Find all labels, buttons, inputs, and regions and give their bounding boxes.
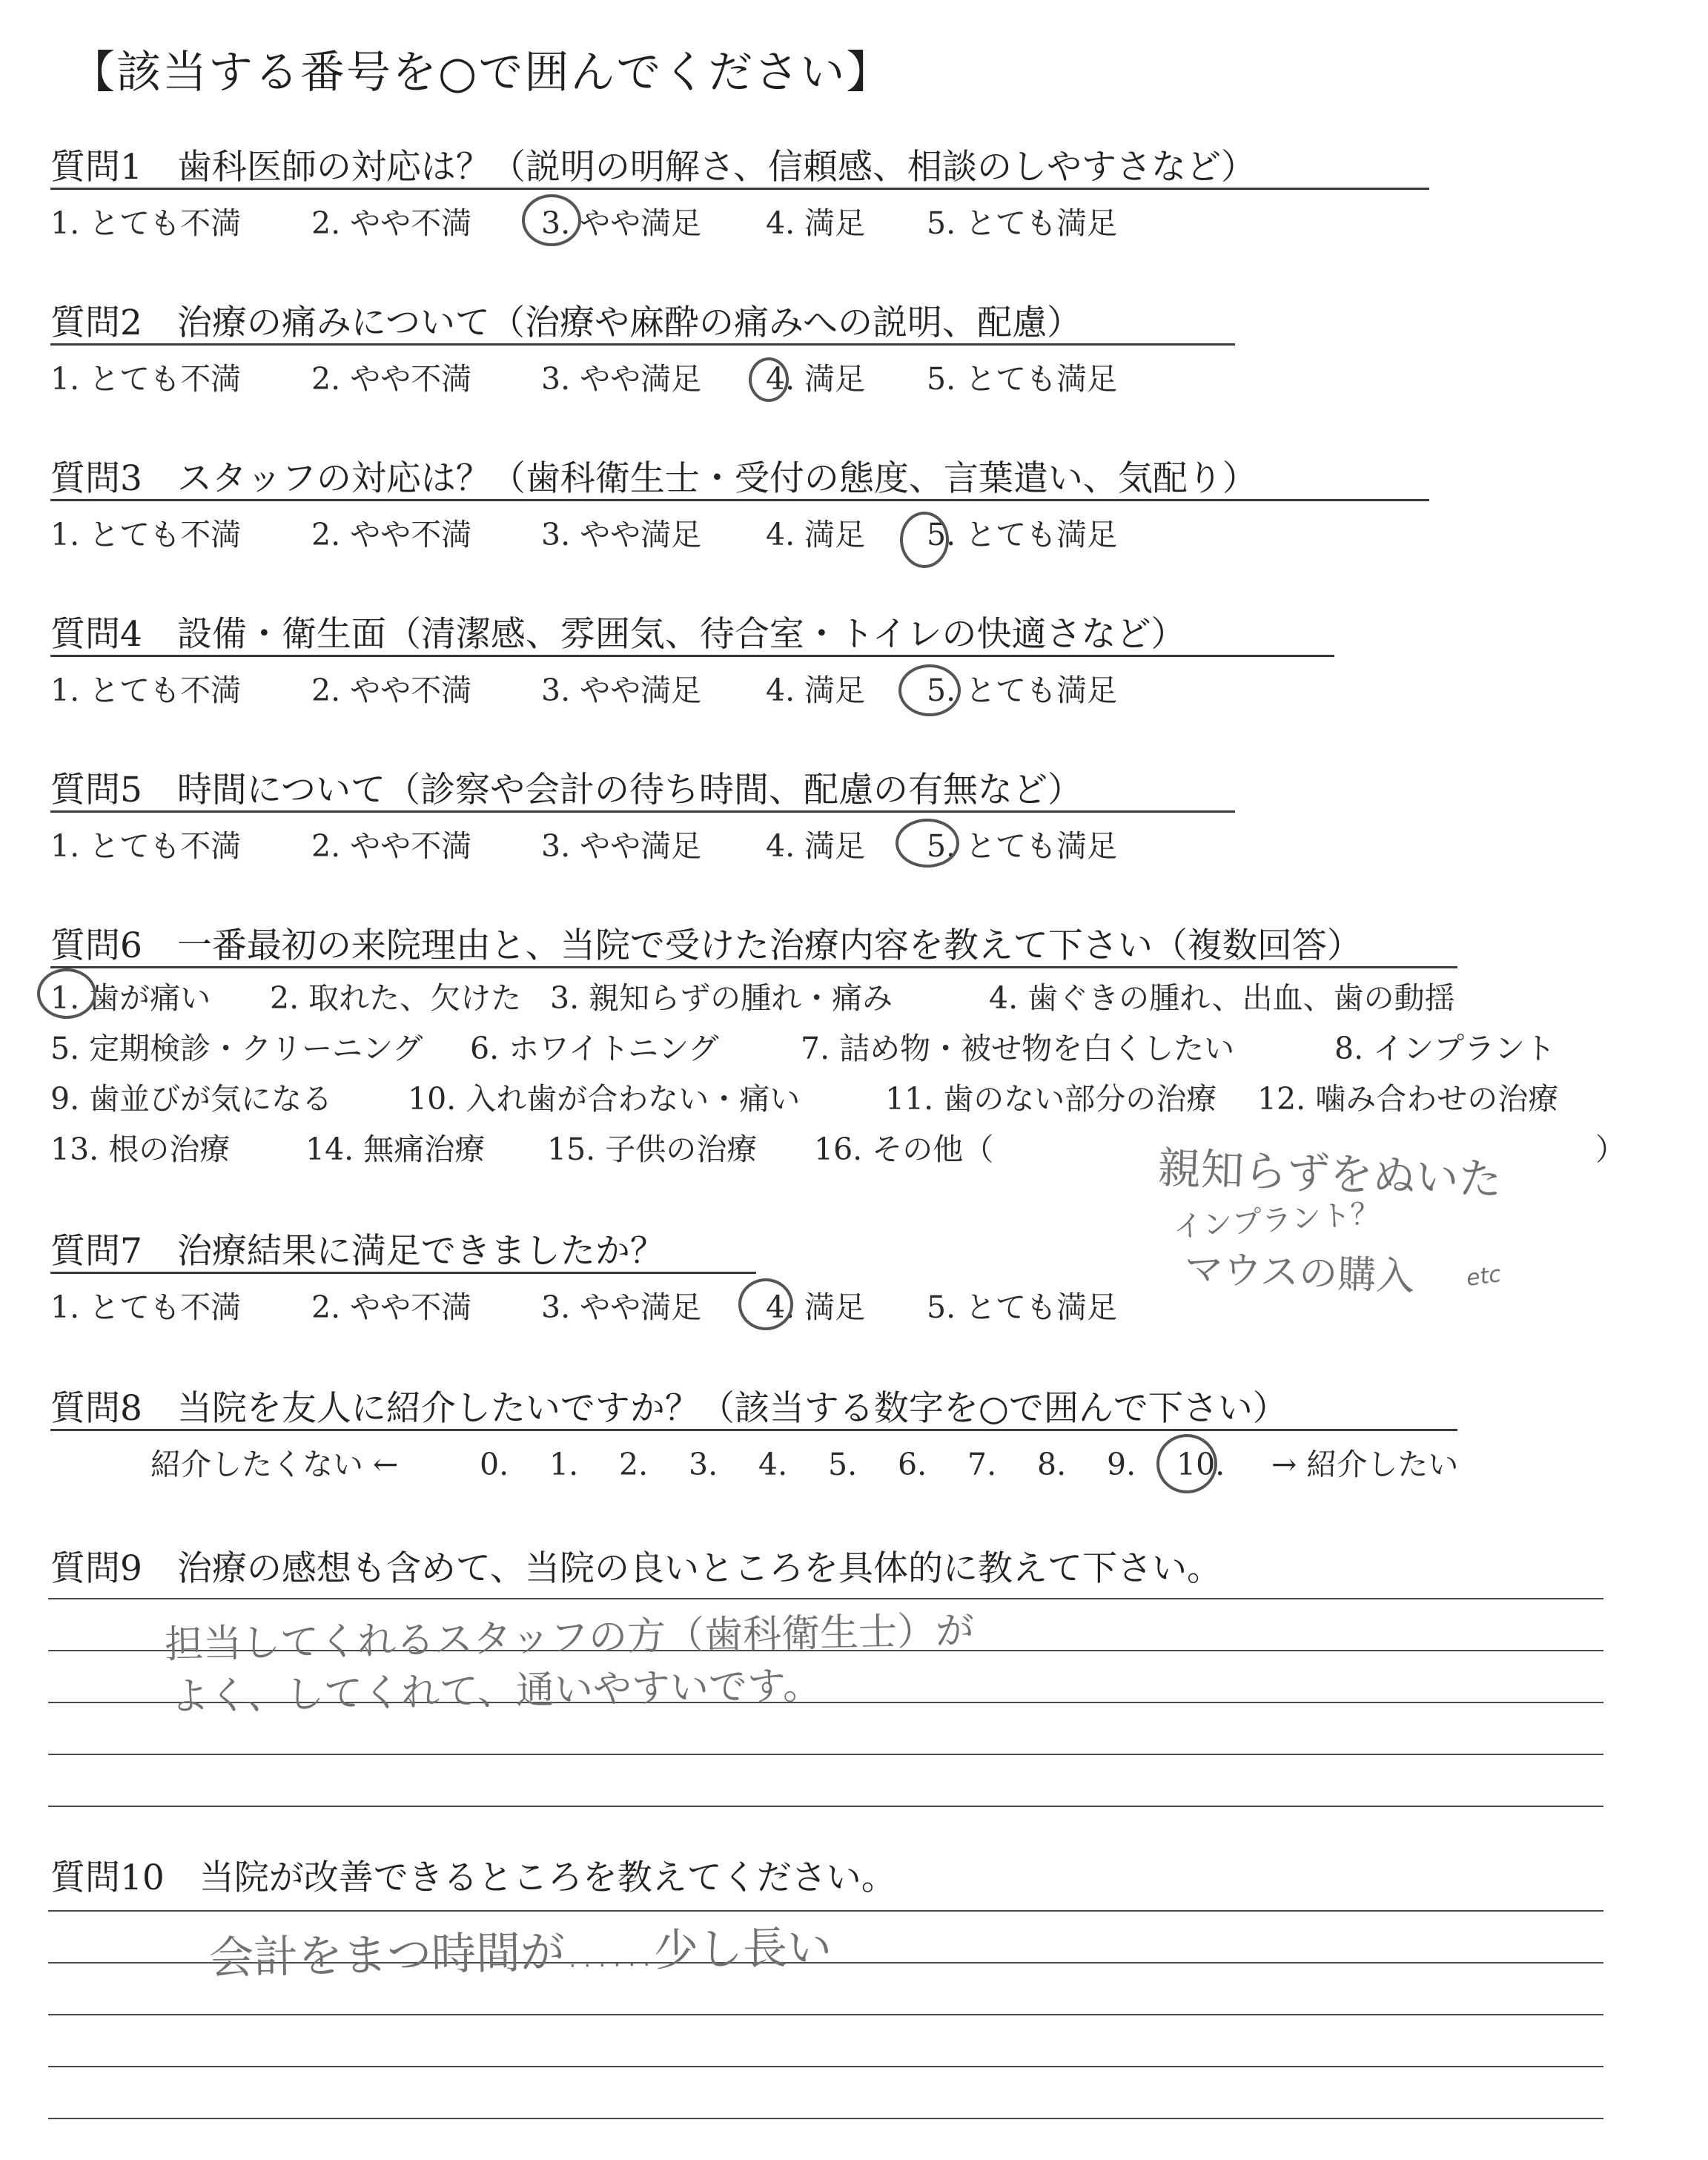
reason-option[interactable]: 1. 歯が痛い (50, 980, 211, 1016)
question-3-underline (50, 499, 1429, 501)
score-option[interactable]: 4. (758, 1447, 788, 1482)
reason-option[interactable]: 8. インプラント (1334, 1031, 1556, 1066)
question-8-underline (50, 1429, 1457, 1431)
question-6-title: 質問6 一番最初の来院理由と、当院で受けた治療内容を教えて下さい（複数回答） (50, 925, 1362, 966)
question-1-title: 質問1 歯科医師の対応は？（説明の明解さ、信頼感、相談のしやすさなど） (50, 147, 1257, 188)
handwritten-other-line-3: マウスの購入 (1183, 1246, 1416, 1300)
writing-line (48, 1754, 1603, 1755)
selection-circle (1156, 1434, 1217, 1493)
handwritten-answer-9-line-2: よく、してくれて、通いやすいです。 (170, 1663, 822, 1720)
question-7-options (50, 1283, 1117, 1327)
question-2-options (50, 354, 1117, 398)
selection-circle (37, 968, 96, 1019)
selection-circle (522, 194, 581, 246)
score-option[interactable]: 7. (967, 1447, 997, 1482)
option-1[interactable]: 1. とても不満 (50, 828, 242, 864)
option-5[interactable]: 5. とても満足 (927, 828, 1118, 864)
question-6-row-3 (50, 1074, 1558, 1118)
reason-option[interactable]: 9. 歯並びが気になる (50, 1081, 333, 1117)
question-5-underline (50, 810, 1235, 813)
handwritten-other-line-1: 親知らずをぬいた (1156, 1142, 1503, 1206)
reason-option[interactable]: 7. 詰め物・被せ物を白くしたい (801, 1031, 1235, 1066)
reason-option[interactable]: 15. 子供の治療 (547, 1132, 758, 1167)
question-6-row-2 (50, 1024, 1555, 1068)
question-6-row-4 (50, 1125, 993, 1169)
writing-line (48, 1806, 1603, 1807)
handwritten-answer-10: 会計をまつ時間が……少し長い (208, 1921, 833, 1985)
option-2[interactable]: 2. やや不満 (311, 673, 472, 708)
other-close-paren: ） (1595, 1132, 1626, 1167)
scale-right-label: → 紹介したい (1271, 1447, 1459, 1482)
reason-option[interactable]: 14. 無痛治療 (305, 1132, 486, 1167)
reason-option[interactable]: 12. 噛み合わせの治療 (1257, 1081, 1559, 1117)
score-option[interactable]: 8. (1037, 1447, 1067, 1482)
scale-left-label: 紹介したくない ← (150, 1447, 399, 1482)
option-3[interactable]: 3. やや満足 (541, 828, 702, 864)
selection-circle (738, 1278, 793, 1330)
writing-line (48, 2118, 1603, 2119)
question-4-title: 質問4 設備・衛生面（清潔感、雰囲気、待合室・トイレの快適さなど） (50, 614, 1186, 655)
reason-option[interactable]: 3. 親知らずの腫れ・痛み (550, 980, 893, 1016)
selection-circle (749, 357, 789, 402)
question-7-underline (50, 1272, 756, 1274)
handwritten-other-line-4: etc (1464, 1261, 1503, 1292)
reason-option[interactable]: 13. 根の治療 (50, 1132, 231, 1167)
reason-option[interactable]: 5. 定期検診・クリーニング (50, 1031, 423, 1066)
option-2[interactable]: 2. やや不満 (311, 205, 472, 241)
page-heading: 【該当する番号を○で囲んでください】 (70, 47, 893, 99)
option-3[interactable]: 3. やや満足 (541, 1289, 702, 1325)
reason-option[interactable]: 2. 取れた、欠けた (270, 980, 522, 1016)
score-option[interactable]: 5. (828, 1447, 858, 1482)
question-4-underline (50, 655, 1334, 657)
option-2[interactable]: 2. やや不満 (311, 1289, 472, 1325)
option-1[interactable]: 1. とても不満 (50, 205, 242, 241)
writing-line (48, 2014, 1603, 2015)
option-1[interactable]: 1. とても不満 (50, 1289, 242, 1325)
option-1[interactable]: 1. とても不満 (50, 517, 242, 552)
option-4[interactable]: 4. 満足 (766, 517, 866, 552)
option-4[interactable]: 4. 満足 (766, 205, 866, 241)
option-5[interactable]: 5. とても満足 (927, 361, 1118, 397)
question-6-underline (50, 966, 1457, 968)
option-3[interactable]: 3. やや満足 (541, 361, 702, 397)
question-1-underline (50, 188, 1429, 190)
question-8-title: 質問8 当院を友人に紹介したいですか？（該当する数字を○で囲んで下さい） (50, 1388, 1288, 1429)
writing-line (48, 1598, 1603, 1599)
score-option[interactable]: 2. (619, 1447, 649, 1482)
handwritten-other-line-2: インプラント？ (1171, 1196, 1382, 1245)
score-option[interactable]: 1. (549, 1447, 579, 1482)
reason-option-other[interactable]: 16. その他（ (814, 1132, 994, 1167)
option-3[interactable]: 3. やや満足 (541, 205, 702, 241)
question-2-title: 質問2 治療の痛みについて（治療や麻酔の痛みへの説明、配慮） (50, 303, 1082, 343)
handwritten-answer-9-line-1: 担当してくれるスタッフの方（歯科衛生士）が (164, 1608, 975, 1668)
option-1[interactable]: 1. とても不満 (50, 361, 242, 397)
question-2-underline (50, 343, 1235, 346)
question-1-options (50, 199, 1117, 242)
option-5[interactable]: 5. とても満足 (927, 205, 1118, 241)
writing-line (48, 2066, 1603, 2067)
selection-circle (900, 512, 949, 568)
reason-option[interactable]: 11. 歯のない部分の治療 (885, 1081, 1217, 1117)
option-2[interactable]: 2. やや不満 (311, 361, 472, 397)
option-2[interactable]: 2. やや不満 (311, 828, 472, 864)
question-7-title: 質問7 治療結果に満足できましたか？ (50, 1231, 665, 1272)
option-2[interactable]: 2. やや不満 (311, 517, 472, 552)
option-5[interactable]: 5. とても満足 (927, 1289, 1118, 1325)
question-8-scale (150, 1440, 1458, 1484)
option-4[interactable]: 4. 満足 (766, 1289, 866, 1325)
question-6-row-1 (50, 974, 1455, 1017)
selection-circle (898, 664, 961, 716)
reason-option[interactable]: 10. 入れ歯が合わない・痛い (408, 1081, 801, 1117)
score-option[interactable]: 10. (1176, 1447, 1225, 1482)
option-5[interactable]: 5. とても満足 (927, 673, 1118, 708)
reason-option[interactable]: 4. 歯ぐきの腫れ、出血、歯の動揺 (989, 980, 1455, 1016)
score-option[interactable]: 0. (480, 1447, 509, 1482)
score-option[interactable]: 3. (689, 1447, 718, 1482)
option-4[interactable]: 4. 満足 (766, 361, 866, 397)
option-4[interactable]: 4. 満足 (766, 828, 866, 864)
question-3-options (50, 510, 1117, 554)
option-5[interactable]: 5. とても満足 (927, 517, 1118, 552)
selection-circle (896, 819, 959, 868)
option-3[interactable]: 3. やや満足 (541, 517, 702, 552)
writing-line (48, 1910, 1603, 1912)
score-option[interactable]: 6. (898, 1447, 927, 1482)
question-5-title: 質問5 時間について（診察や会計の待ち時間、配慮の有無など） (50, 770, 1082, 810)
reason-option[interactable]: 6. ホワイトニング (470, 1031, 719, 1066)
option-1[interactable]: 1. とても不満 (50, 673, 242, 708)
score-option[interactable]: 9. (1107, 1447, 1136, 1482)
option-3[interactable]: 3. やや満足 (541, 673, 702, 708)
question-3-title: 質問3 スタッフの対応は？（歯科衛生士・受付の態度、言葉遣い、気配り） (50, 458, 1257, 499)
option-4[interactable]: 4. 満足 (766, 673, 866, 708)
question-9-title: 質問9 治療の感想も含めて、当院の良いところを具体的に教えて下さい。 (50, 1548, 1222, 1589)
question-10-title: 質問10 当院が改善できるところを教えてください。 (50, 1857, 896, 1898)
